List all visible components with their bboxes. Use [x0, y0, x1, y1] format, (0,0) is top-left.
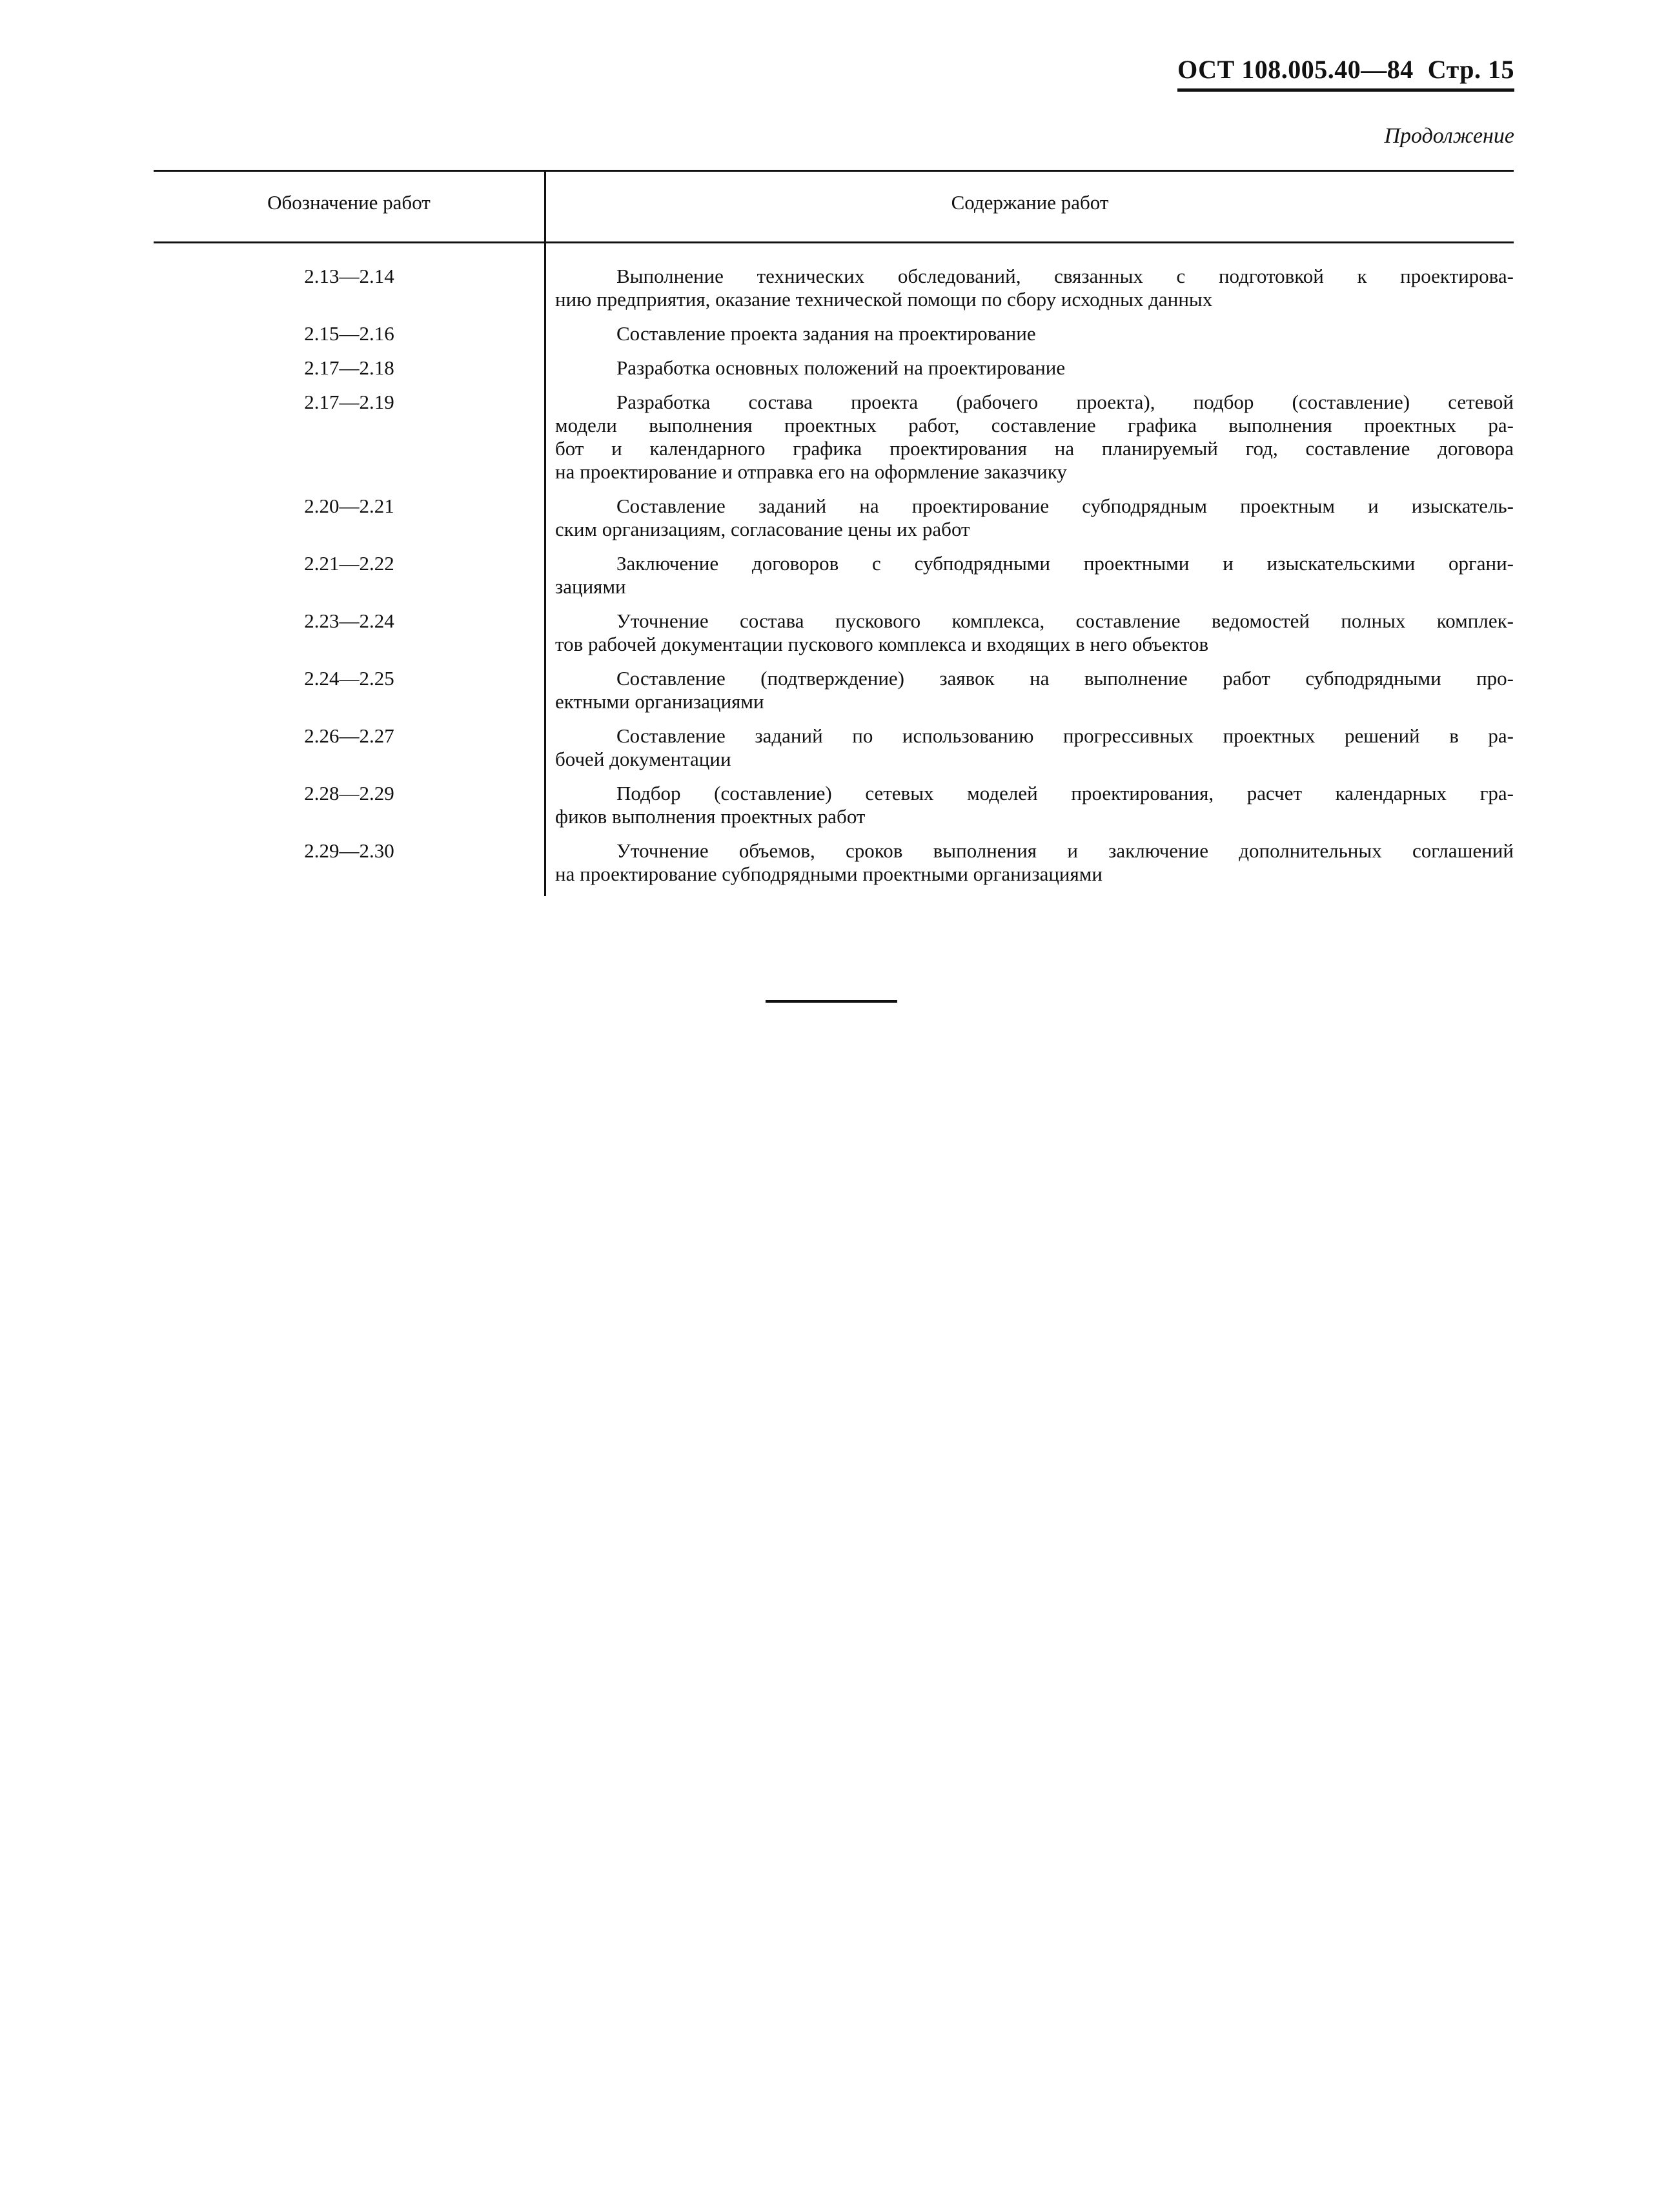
page-header [1177, 54, 1514, 92]
table-body [154, 265, 1514, 897]
table-row [154, 782, 1514, 828]
page-number: Стр. 15 [1427, 55, 1514, 84]
content-line: Уточнение состава пускового комплекса, составление ведомостей полных комплек- [616, 609, 1514, 632]
content-line: ектными организациями [555, 690, 764, 713]
work-code: 2.15—2.16 [304, 322, 394, 345]
column-header-content: Содержание работ [951, 191, 1109, 214]
content-line: Подбор (составление) сетевых моделей проектирования, расчет календарных гра- [616, 782, 1514, 804]
content-line: Разработка состава проекта (рабочего проекта), подбор (составление) сетевой [616, 391, 1514, 413]
work-content [555, 839, 1514, 886]
content-line: фиков выполнения проектных работ [555, 805, 866, 828]
work-content [555, 667, 1514, 713]
content-line: Заключение договоров с субподрядными проектными и изыскательскими органи- [616, 552, 1514, 575]
work-content [555, 724, 1514, 771]
content-line: на проектирование субподрядными проектными организациями [555, 863, 1103, 885]
content-line: ским организациям, согласование цены их работ [555, 518, 970, 540]
work-content [555, 609, 1514, 656]
work-content [555, 322, 1514, 345]
table-row [154, 495, 1514, 541]
work-code: 2.28—2.29 [304, 782, 394, 804]
content-line: Составление заданий на проектирование субподрядным проектным и изыскатель- [616, 495, 1514, 517]
content-line: бот и календарного графика проектирования на планируемый год, составление договора [555, 437, 1514, 460]
table-row [154, 667, 1514, 713]
end-rule [766, 1000, 897, 1003]
work-code: 2.21—2.22 [304, 552, 394, 575]
content-line: Составление проекта задания на проектирование [616, 322, 1036, 345]
work-content [555, 552, 1514, 599]
content-line: Разработка основных положений на проектирование [616, 356, 1066, 379]
work-code: 2.17—2.19 [304, 391, 394, 413]
document-code: ОСТ 108.005.40—84 [1177, 55, 1414, 84]
table-header-rule [154, 241, 1514, 243]
work-code: 2.13—2.14 [304, 265, 394, 287]
table-row [154, 839, 1514, 886]
content-line: Составление заданий по использованию прогрессивных проектных решений в ра- [616, 724, 1514, 747]
continuation-label: Продолжение [1384, 124, 1514, 148]
work-content [555, 782, 1514, 828]
content-line: на проектирование и отправка его на оформление заказчику [555, 460, 1067, 483]
table-row [154, 552, 1514, 599]
content-line: нию предприятия, оказание технической помощи по сбору исходных данных [555, 288, 1213, 311]
content-line: зациями [555, 575, 626, 598]
content-line: Уточнение объемов, сроков выполнения и заключение дополнительных соглашений [616, 839, 1514, 862]
work-code: 2.26—2.27 [304, 724, 394, 747]
work-content [555, 391, 1514, 484]
work-code: 2.23—2.24 [304, 609, 394, 632]
work-content [555, 356, 1514, 380]
table-row [154, 356, 1514, 380]
content-line: бочей документации [555, 748, 731, 770]
content-line: Составление (подтверждение) заявок на выполнение работ субподрядными про- [616, 667, 1514, 690]
table-row [154, 724, 1514, 771]
work-code: 2.17—2.18 [304, 356, 394, 379]
content-line: модели выполнения проектных работ, составление графика выполнения проектных ра- [555, 414, 1514, 436]
work-code: 2.24—2.25 [304, 667, 394, 690]
table-row [154, 391, 1514, 484]
work-content [555, 265, 1514, 311]
table-top-rule [154, 170, 1514, 172]
content-line: тов рабочей документации пускового комплекса и входящих в него объектов [555, 633, 1209, 655]
table-row [154, 265, 1514, 311]
table-row [154, 609, 1514, 656]
column-header-code: Обозначение работ [267, 191, 431, 214]
content-line: Выполнение технических обследований, связанных с подготовкой к проектирова- [616, 265, 1514, 287]
work-code: 2.20—2.21 [304, 495, 394, 517]
work-code: 2.29—2.30 [304, 839, 394, 862]
work-content [555, 495, 1514, 541]
table-row [154, 322, 1514, 345]
